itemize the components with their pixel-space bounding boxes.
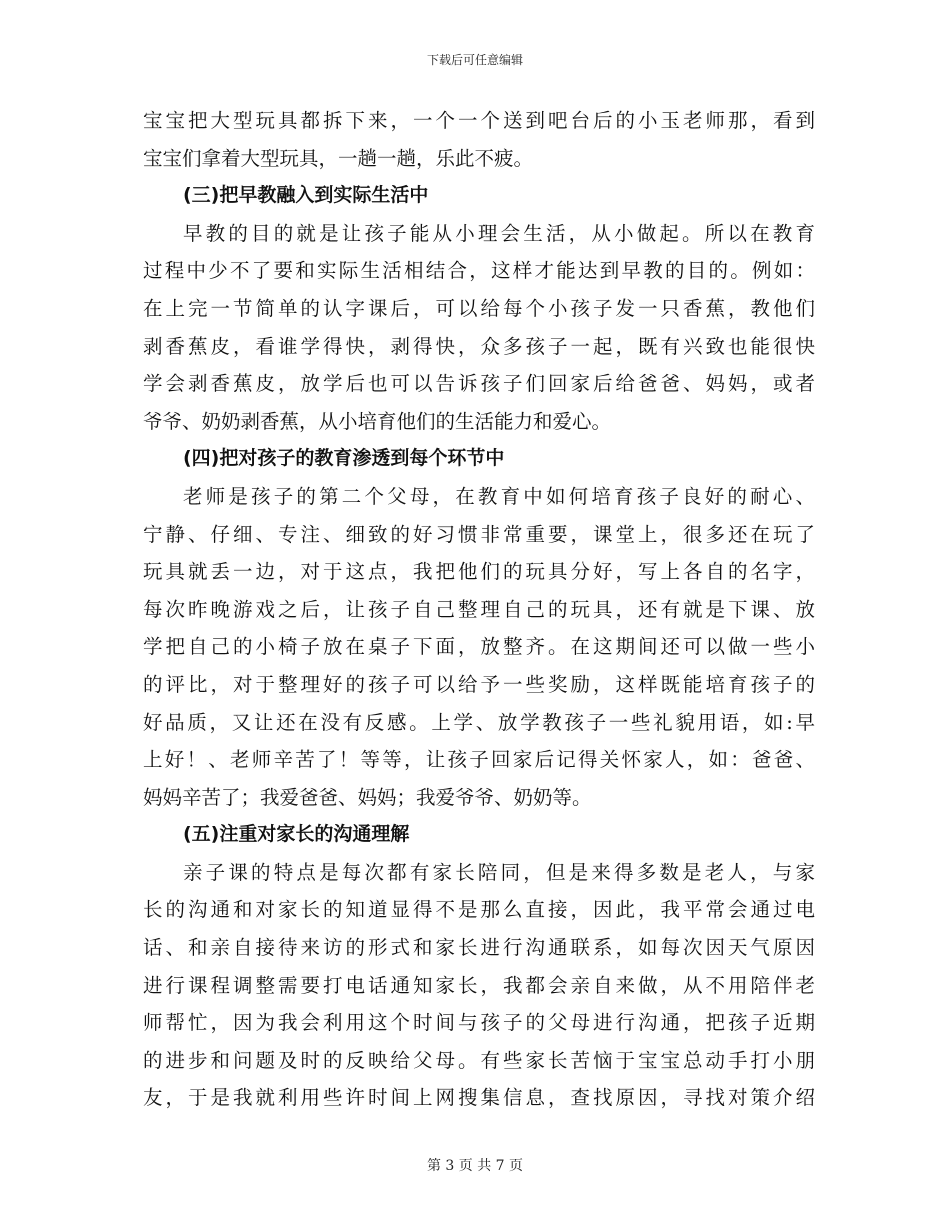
text-line: 妈妈辛苦了；我爱爸爸、妈妈；我爱爷爷、奶奶等。 bbox=[143, 785, 592, 809]
section-heading: (五)注重对家长的沟通理解 bbox=[183, 823, 410, 846]
text-line: 的评比，对于整理好的孩子可以给予一些奖励，这样既能培育孩子的 bbox=[143, 672, 815, 696]
text-line: 宝宝把大型玩具都拆下来，一个一个送到吧台后的小玉老师那，看到 bbox=[143, 109, 815, 132]
text-line: 师帮忙，因为我会利用这个时间与孩子的父母进行沟通，把孩子近期 bbox=[143, 1011, 815, 1035]
text-line: 学会剥香蕉皮，放学后也可以告诉孩子们回家后给爸爸、妈妈，或者 bbox=[143, 372, 815, 396]
text-line: 老师是孩子的第二个父母，在教育中如何培育孩子良好的耐心、 bbox=[183, 484, 815, 508]
text-line: 好品质，又让还在没有反感。上学、放学教孩子一些礼貌用语，如:早 bbox=[143, 710, 815, 734]
text-line: 玩具就丢一边，对于这点，我把他们的玩具分好，写上各自的名字， bbox=[143, 560, 815, 584]
text-line: 宝宝们拿着大型玩具，一趟一趟，乐此不疲。 bbox=[143, 146, 534, 170]
text-line: 上好！、老师辛苦了！等等，让孩子回家后记得关怀家人，如：爸爸、 bbox=[143, 748, 815, 772]
text-line: 话、和亲自接待来访的形式和家长进行沟通联系，如每次因天气原因 bbox=[143, 936, 815, 960]
text-line: 学把自己的小椅子放在桌子下面，放整齐。在这期间还可以做一些小 bbox=[143, 635, 815, 659]
section-heading: (三)把早教融入到实际生活中 bbox=[183, 184, 429, 207]
text-line: 友，于是我就利用些许时间上网搜集信息，查找原因，寻找对策介绍 bbox=[143, 1086, 815, 1110]
text-line: 每次昨晚游戏之后，让孩子自己整理自己的玩具，还有就是下课、放 bbox=[143, 597, 815, 621]
page-header: 下载后可任意编辑 bbox=[426, 53, 523, 67]
page-footer: 第 3 页 共 7 页 bbox=[426, 1158, 524, 1174]
text-line: 亲子课的特点是每次都有家长陪同，但是来得多数是老人，与家 bbox=[183, 860, 815, 884]
text-line: 剥香蕉皮，看谁学得快，剥得快，众多孩子一起，既有兴致也能很快 bbox=[143, 334, 815, 358]
document-body bbox=[143, 102, 815, 1117]
text-line: 的进步和问题及时的反映给父母。有些家长苦恼于宝宝总动手打小朋 bbox=[143, 1048, 815, 1072]
text-line: 在上完一节简单的认字课后，可以给每个小孩子发一只香蕉，教他们 bbox=[143, 296, 815, 320]
text-line: 早教的目的就是让孩子能从小理会生活，从小做起。所以在教育 bbox=[183, 221, 815, 245]
text-line: 过程中少不了要和实际生活相结合，这样才能达到早教的目的。例如： bbox=[143, 259, 815, 283]
text-line: 宁静、仔细、专注、细致的好习惯非常重要，课堂上，很多还在玩了 bbox=[143, 522, 815, 546]
section-heading: (四)把对孩子的教育渗透到每个环节中 bbox=[183, 447, 505, 470]
text-line: 爷爷、奶奶剥香蕉，从小培育他们的生活能力和爱心。 bbox=[143, 409, 612, 433]
text-line: 进行课程调整需要打电话通知家长，我都会亲自来做，从不用陪伴老 bbox=[143, 973, 815, 997]
text-line: 长的沟通和对家长的知道显得不是那么直接，因此，我平常会通过电 bbox=[143, 898, 815, 922]
